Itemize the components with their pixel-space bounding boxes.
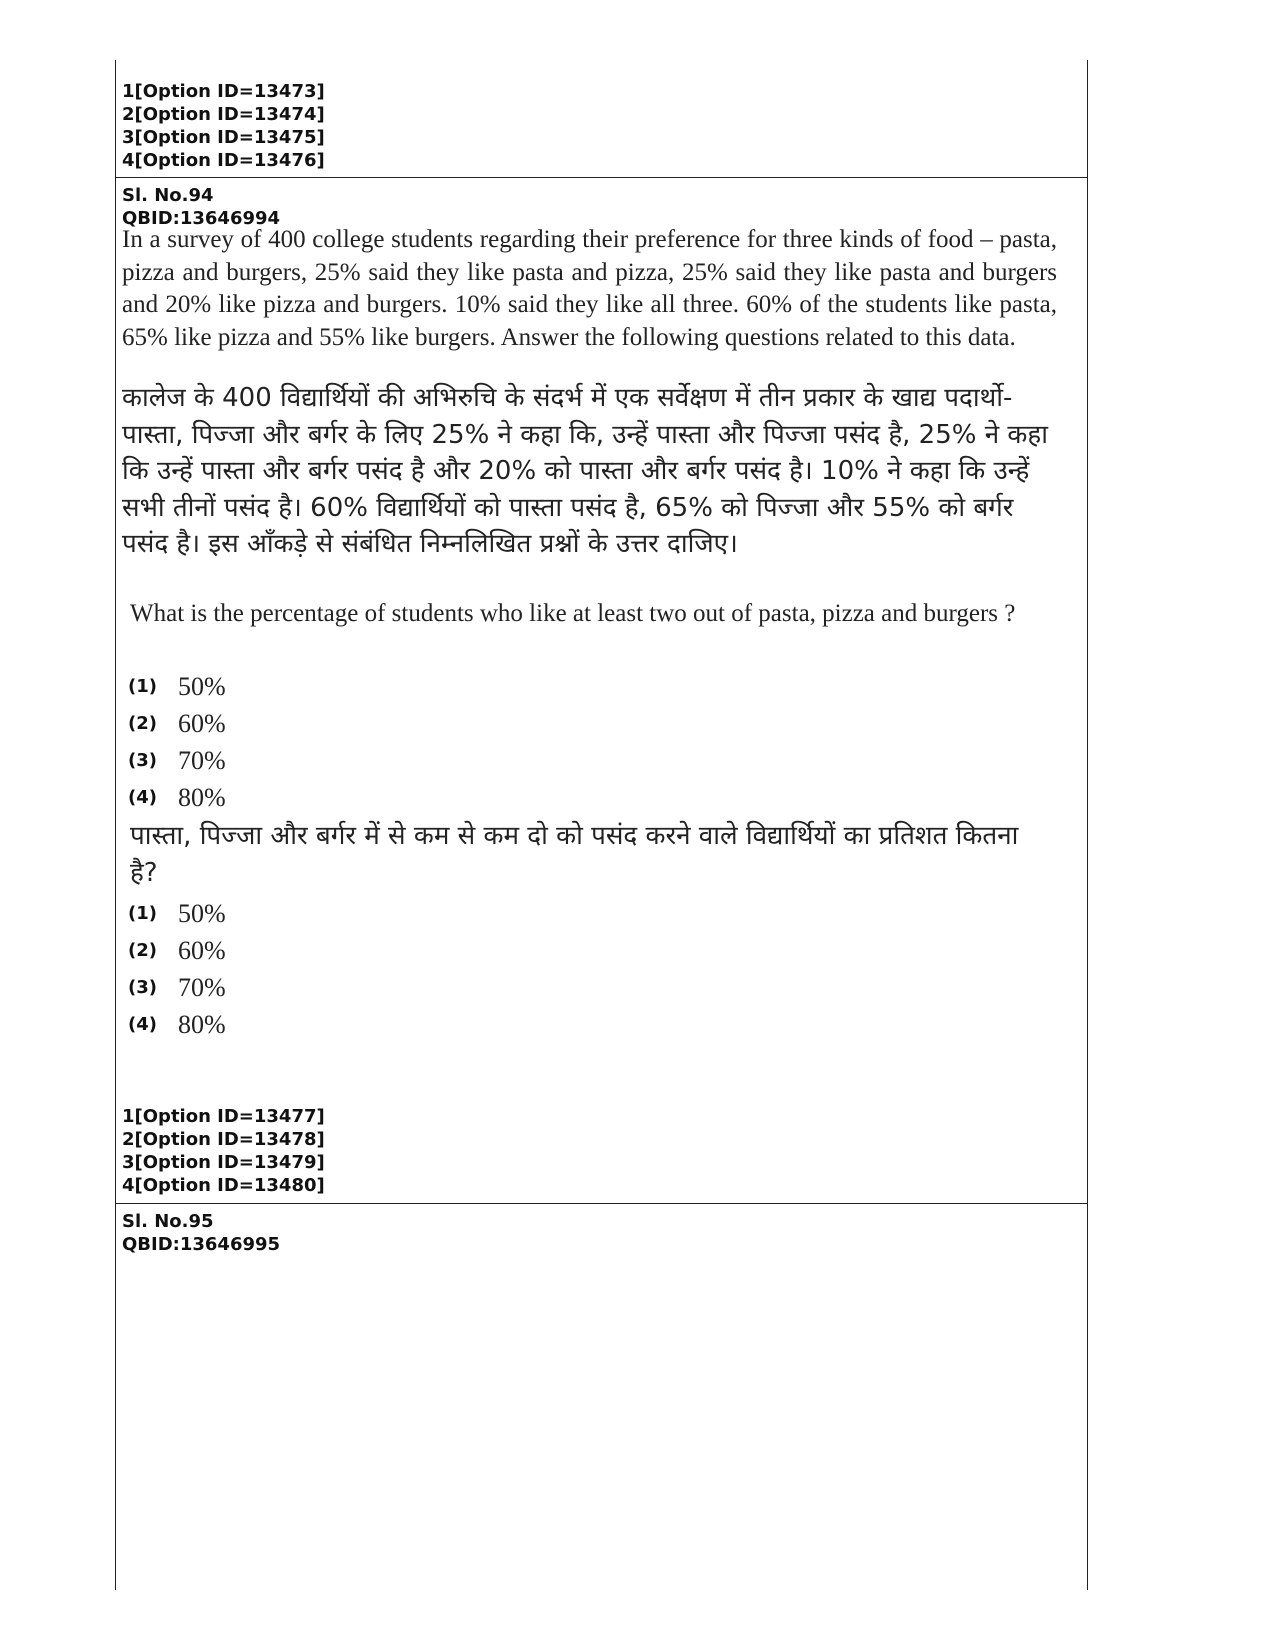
option-number: (2) — [128, 713, 157, 734]
option-value: 70% — [178, 972, 226, 1002]
option-id-line: 2[Option ID=13474] — [122, 104, 325, 125]
option-value: 50% — [178, 671, 226, 701]
option-value: 60% — [178, 935, 226, 965]
option-id-line: 4[Option ID=13480] — [122, 1175, 325, 1196]
q95-header — [122, 1210, 280, 1256]
q94-option-ids — [122, 1105, 325, 1197]
option-item[interactable] — [128, 1006, 226, 1043]
option-id-line: 3[Option ID=13479] — [122, 1152, 325, 1173]
option-value: 80% — [178, 782, 226, 812]
option-number: (4) — [128, 787, 157, 808]
section-divider — [115, 177, 1088, 178]
prev-option-ids — [122, 80, 325, 172]
option-number: (3) — [128, 750, 157, 771]
option-item[interactable] — [128, 742, 226, 779]
passage-english: In a survey of 400 college students regarding their preference for three kinds of food – pasta, pizza and burgers, 25% said they like pasta and pizza, 25% said they like pasta and burgers and 20% like pizza and burgers. 10% said they like all three. 60% of the students like pasta, 65% like pizza and 55% like burgers. Answer the following questions related to this data. — [122, 226, 1057, 351]
option-item[interactable] — [128, 895, 226, 932]
option-item[interactable] — [128, 969, 226, 1006]
option-id-line: 1[Option ID=13473] — [122, 81, 325, 102]
qbid: QBID:13646994 — [122, 208, 281, 229]
option-item[interactable] — [128, 779, 226, 816]
option-number: (1) — [128, 676, 157, 697]
option-number: (4) — [128, 1014, 157, 1035]
question-hindi: पास्ता, पिज्जा और बर्गर में से कम से कम दो को पसंद करने वाले विद्यार्थियों का प्रतिशत कितना है? — [130, 821, 1019, 888]
options-english — [128, 668, 226, 816]
section-divider — [115, 1203, 1088, 1204]
option-id-line: 4[Option ID=13476] — [122, 150, 325, 171]
option-id-line: 1[Option ID=13477] — [122, 1106, 325, 1127]
qbid: QBID:13646995 — [122, 1234, 281, 1255]
option-number: (1) — [128, 903, 157, 924]
option-item[interactable] — [128, 705, 226, 742]
option-item[interactable] — [128, 668, 226, 705]
option-value: 60% — [178, 708, 226, 738]
option-id-line: 2[Option ID=13478] — [122, 1129, 325, 1150]
serial-number: Sl. No.94 — [122, 185, 214, 206]
passage-hindi: कालेज के 400 विद्यार्थियों की अभिरुचि के संदर्भ में एक सर्वेक्षण में तीन प्रकार के खाद्य पदार्थो-पास्ता, पिज्जा और बर्गर के लिए 25% ने कहा कि, उन्हें पास्ता और पिज्जा पसंद है, 25% ने कहा कि उन्हें पास्ता और बर्गर पसंद है और 20% को पास्ता और बर्गर पसंद है। 10% ने कहा कि उन्हें सभी तीनों पसंद है। 60% विद्यार्थियों को पास्ता पसंद है, 65% को पिज्जा और 55% को बर्गर पसंद है। इस आँकड़े से संबंधित निम्नलिखित प्रश्नों के उत्तर दाजिए। — [122, 383, 1048, 559]
option-item[interactable] — [128, 932, 226, 969]
option-number: (3) — [128, 977, 157, 998]
options-hindi — [128, 895, 226, 1043]
option-value: 50% — [178, 898, 226, 928]
question-english: What is the percentage of students who like at least two out of pasta, pizza and burgers ? — [130, 600, 1016, 627]
serial-number: Sl. No.95 — [122, 1211, 214, 1232]
option-value: 80% — [178, 1009, 226, 1039]
option-id-line: 3[Option ID=13475] — [122, 127, 325, 148]
option-value: 70% — [178, 745, 226, 775]
option-number: (2) — [128, 940, 157, 961]
